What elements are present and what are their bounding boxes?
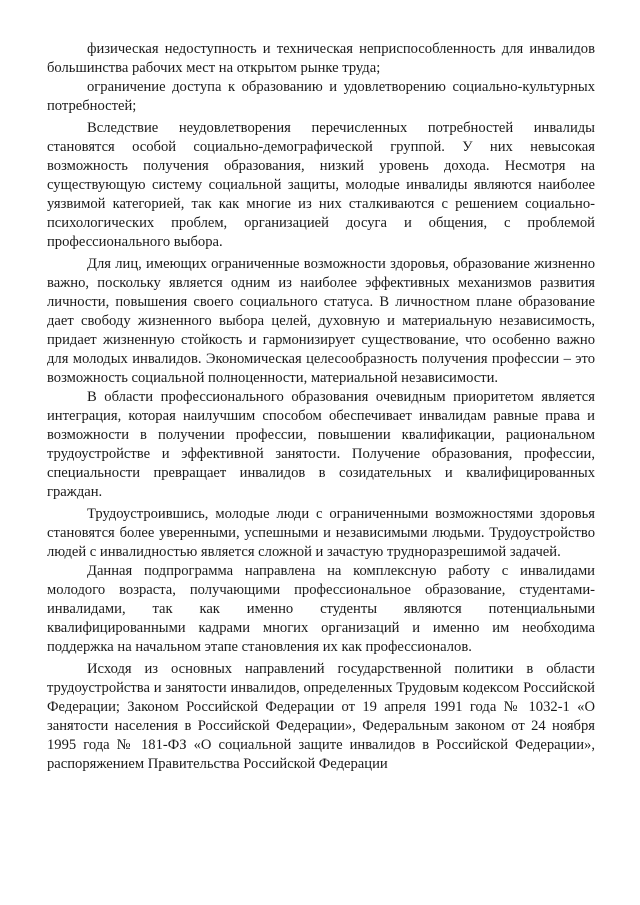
paragraph-education-importance: Для лиц, имеющих ограниченные возможности здоровья, образование жизненно важно, поскольку является одним из наиболее эффективных механизмов развития личности, повышения своего социального статуса. В личностном плане образование дает свободу жизненного выбора целей, духовную и материальную независимость, придает жизненную стойкость и гармонизирует существование, что особенно важно для молодых инвалидов. Экономическая целесообразность получения профессии – это возможность социальной полноценности, материальной независимости. [47,256,595,386]
paragraph-social-group: Вследствие неудовлетворения перечисленных потребностей инвалиды становятся особой социально-демографической группой. У них невысокая возможность получения образования, низкий уровень дохода. Несмотря на существующую систему социальной защиты, молодые инвалиды являются наиболее уязвимой категорией, так как многие из них сталкиваются с решением социально-психологических проблем, организацией досуга и общения, с проблемой профессионального выбора. [47,120,595,250]
paragraph-physical-inaccessibility: физическая недоступность и техническая неприспособленность для инвалидов большинства рабочих мест на открытом рынке труда; [47,41,595,76]
document-page [47,40,595,774]
paragraph-state-policy: Исходя из основных направлений государственной политики в области трудоустройства и занятости инвалидов, определенных Трудовым кодексом Российской Федерации; Законом Российской Федерации от 19 апреля 1991 года № 1032-1 «О занятости населения в Российской Федерации», Федеральным законом от 24 ноября 1995 года № 181-ФЗ «О социальной защите инвалидов в Российской Федерации», распоряжением Правительства Российской Федерации [47,661,595,772]
paragraph-subprogram: Данная подпрограмма направлена на комплексную работу с инвалидами молодого возраста, получающими профессиональное образование, студентами-инвалидами, так как именно студенты являются потенциальными квалифицированными кадрами многих организаций и именно им необходима поддержка на начальном этапе становления их как профессионалов. [47,563,595,655]
paragraph-employment: Трудоустроившись, молодые люди с ограниченными возможностями здоровья становятся более уверенными, успешными и независимыми людьми. Трудоустройство людей с инвалидностью является сложной и зачастую трудноразрешимой задачей. [47,506,595,560]
paragraph-integration: В области профессионального образования очевидным приоритетом является интеграция, которая наилучшим способом обеспечивает инвалидам равные права и возможности в получении профессии, повышении квалификации, рациональном трудоустройстве и эффективной занятости. Получение образования, профессии, специальности превращает инвалидов в созидательных и квалифицированных граждан. [47,389,595,500]
paragraph-education-access: ограничение доступа к образованию и удовлетворению социально-культурных потребностей; [47,79,595,114]
